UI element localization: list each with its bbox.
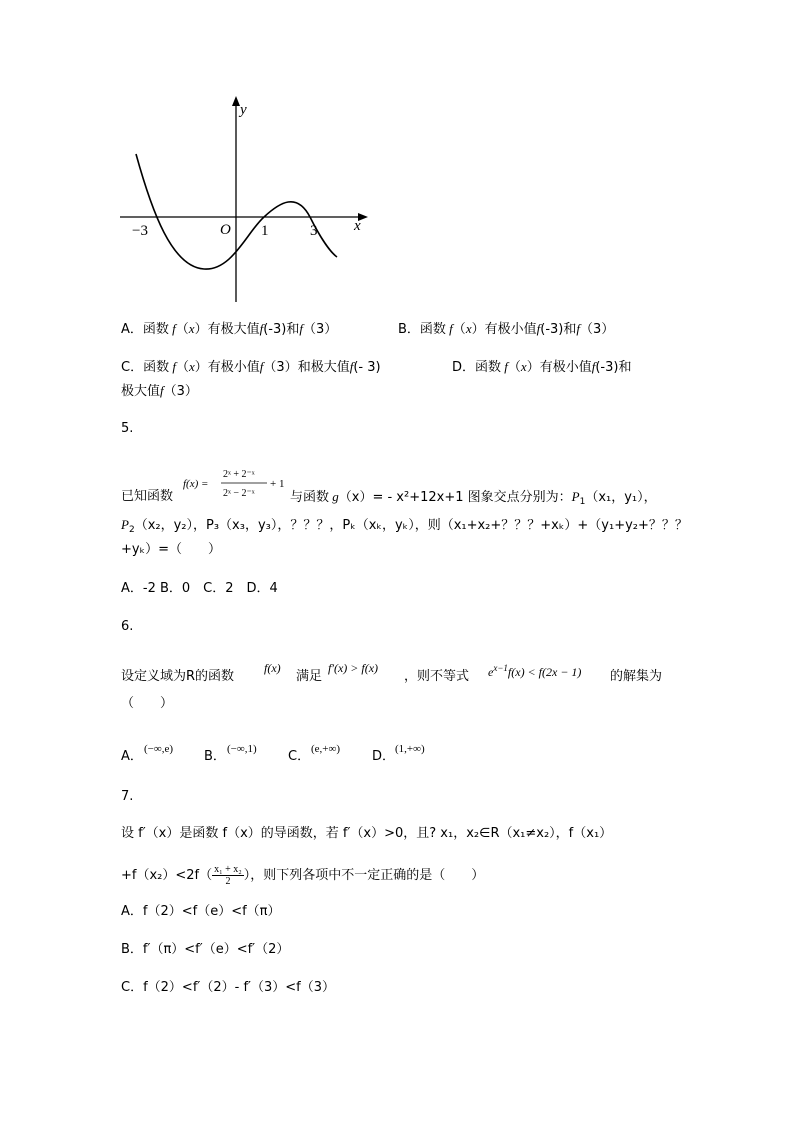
q4-option-c: C．函数 f（x）有极小值f（3）和极大值f(- 3) [121, 359, 381, 375]
q6-number: 6. [121, 619, 134, 634]
q4-option-d-cont: 极大值f（3） [121, 383, 198, 399]
q4-option-b: B．函数 f（x）有极小值f(-3)和f（3） [398, 321, 615, 337]
q7-number: 7. [121, 789, 134, 804]
q6-option-d-label: D． [372, 749, 396, 764]
q5-line3: +yₖ）=（ ） [121, 542, 222, 557]
q6-option-b-value: (−∞,1) [227, 743, 257, 755]
q6-option-c-value: (e,+∞) [311, 743, 341, 755]
x-axis-label: x [354, 218, 361, 234]
q5-line1-rest: 与函数 g（x）= - x²+12x+1 图象交点分别为：$P_1(x_1$，y₁）， [290, 489, 657, 507]
q4-option-a: A．函数 f（x）有极大值f(-3)和f（3） [121, 321, 338, 337]
q7-line2: +f（x₂）<2f（ $\frac{\text{x₁ + x₂}}{2}$ ），则下列各项中不一定正确的是（ ） [121, 864, 485, 887]
q6-option-d-value: (1,+∞) [395, 743, 425, 755]
q5-options: A．-2 B．0 C．2 D．4 [121, 581, 278, 596]
tick-label-3: 3 [310, 223, 318, 239]
y-axis-label: y [240, 102, 247, 118]
q5-number: 5. [121, 421, 134, 436]
q6-option-a-label: A． [121, 749, 143, 764]
q5-formula-f [181, 463, 293, 505]
q6-fx: f(x) [264, 661, 281, 675]
svg-text:2ˣ − 2⁻ˣ: 2ˣ − 2⁻ˣ [223, 488, 255, 499]
tick-label-neg3: −3 [132, 223, 148, 239]
q6-solution-set: 的解集为 [610, 669, 663, 684]
y-axis-arrow [232, 96, 240, 106]
q7-option-b: B．f′（π）<f′（e）<f′（2） [121, 942, 290, 957]
q6-inequality-label: ，则不等式 [404, 669, 470, 684]
q6-condition: f′(x) > f(x) [328, 661, 379, 675]
q5-line2: $P_2(x_2$，y₂），P₃（x₃，y₃），？？？，Pₖ（xₖ，yₖ），则（x₁+x₂+？？？+xₖ）+（y₁+y₂+？？？ [121, 517, 688, 535]
q6-inequality: $e^{x-1}f(x) < f(2x - 1)$ [488, 663, 582, 679]
function-graph [112, 92, 382, 307]
q7-line1: 设 f′（x）是函数 f（x）的导函数，若 f′（x）>0，且? x₁，x₂∈R（x₁≠x₂），f（x₁） [121, 826, 613, 841]
q7-option-c: C．f（2）<f′（2）- f′（3）<f（3） [121, 980, 335, 995]
svg-text:2ˣ + 2⁻ˣ: 2ˣ + 2⁻ˣ [223, 469, 255, 480]
q6-line1: 设定义域为R的函数 [121, 669, 235, 684]
svg-text:+ 1: + 1 [270, 478, 285, 490]
q6-option-b-label: B． [204, 749, 226, 764]
q5-line1: 已知函数 [121, 489, 174, 504]
q6-paren: （ ） [121, 696, 174, 711]
q4-option-d: D．函数 f（x）有极小值f(-3)和 [452, 359, 632, 375]
q6-option-a-value: (−∞,e) [144, 743, 174, 755]
q6-option-c-label: C． [288, 749, 311, 764]
q7-fraction: $\frac{\text{x₁ + x₂}}{2}$ [214, 864, 242, 887]
q7-option-a: A．f（2）<f（e）<f（π） [121, 904, 281, 919]
tick-label-1: 1 [261, 223, 269, 239]
q6-satisfy: 满足 [296, 669, 323, 684]
svg-text:f(x) =: f(x) = [183, 478, 209, 490]
origin-label: O [220, 222, 231, 238]
